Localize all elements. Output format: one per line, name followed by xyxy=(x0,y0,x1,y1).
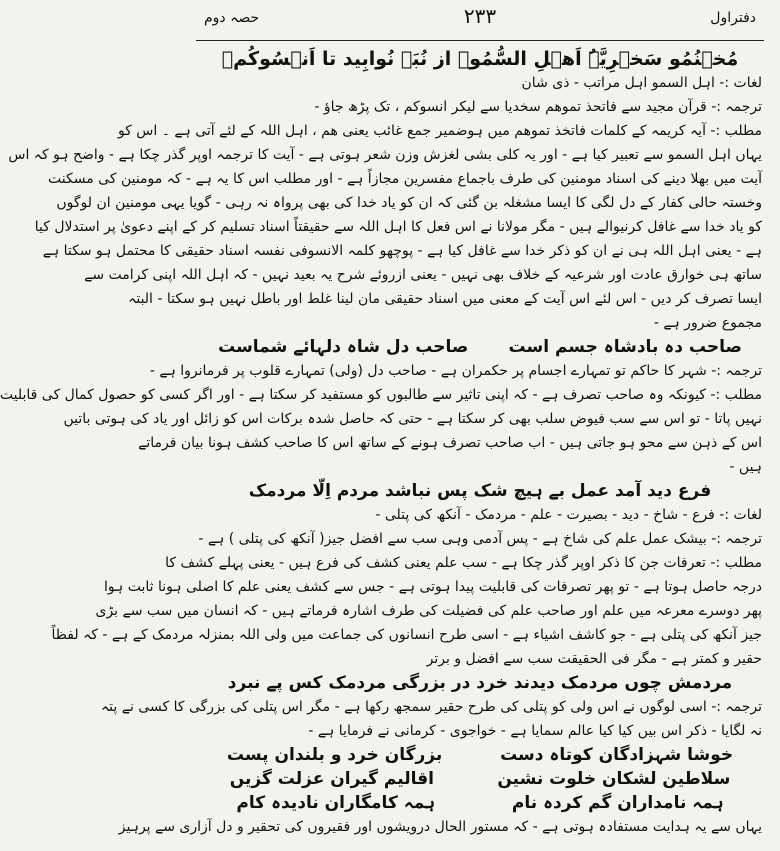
text-line: یہاں سے یہ ہدایت مستفادہ ہوتی ہے - کہ مستور الحال درویشوں اور فقیروں کی تحقیر و دل آزاری سے پرہیز xyxy=(118,819,762,835)
text-line: ہمہ نامداران گم کردہ نام ہمہ کامگاران نادیدہ کام xyxy=(236,793,724,813)
text-line: یہاں اہل السمو سے تعبیر کیا ہے - اور یہ کلی بشی لغزش وزن شعر ہوتی ہے - آیت کا ترجمہ اوپر گذر چکا ہے - واضح ہو کہ اس xyxy=(8,147,762,163)
book-title: دفتراول xyxy=(710,10,756,26)
text-line: ترجمہ :- قرآن مجید سے فاتحذ تموھم سخدیا سے لیکر انسوکم ، تک پڑھ جاؤ - xyxy=(314,99,762,115)
text-line: مجموع ضرور ہے - xyxy=(653,315,762,331)
text-line: مطلب :- کیونکہ وہ صاحب تصرف ہے - کہ اپنی تاثیر سے طالبوں کو مستفید کر سکتا ہے - اور اگر کسی کو حصول کمال کی قابلیت xyxy=(0,387,762,403)
text-line: سلاطین لشکان خلوت نشین اقالیم گیران عزلت گزیں xyxy=(229,769,731,789)
text-line: جیز آنکھ کی پتلی ہے - جو کاشف اشیاء ہے - اسی طرح انسانوں کی جماعت میں ولی اللہ بمنزلہ مردمک کے ہے - کہ لفظاً xyxy=(51,627,762,643)
text-line: لغات :- اہل السمو اہل مراتب - ذی شان xyxy=(521,75,762,91)
text-line: وخستہ حالی کفار کے دل لگی کا ایسا مشغلہ بن گئی کہ ان کو یاد خدا کی بھی پرواہ نہ رہی - گویا یہی مومنین ان لوگوں xyxy=(56,195,762,211)
page-number: ۲۳۳ xyxy=(463,4,497,28)
text-line: ہے - یعنی اہل اللہ ہی نے ان کو ذکر خدا سے غافل کیا ہے - پوچھو کلمہ الانسوفی نفسہ اسناد حقیقی کا محتمل ہو سکتا ہے xyxy=(42,243,762,259)
text-line: مطلب :- تعرفات جن کا ذکر اوپر گذر چکا ہے - سب علم یعنی کشف کی فرع ہیں - یعنی پہلے کشف کا xyxy=(165,555,762,571)
text-line: خوشا شہزادگان کوتاہ دست بزرگان خرد و بلندان پست xyxy=(226,745,734,765)
text-line: صاحب دہ بادشاہ جسم است صاحب دل شاہ دلہائے شماست xyxy=(218,337,742,357)
text-line: ترجمہ :- شہر کا حاکم تو تمہارے اجسام پر حکمران ہے - صاحب دل (ولی) تمہارے قلوب پر فرمانروا ہے - xyxy=(149,363,762,379)
text-line: لغات :- فرع - شاخ - دید - بصیرت - علم - مردمک - آنکھ کی پتلی - xyxy=(375,507,762,523)
text-line: مردمش چوں مردمک دیدند خرد در بزرگی مردمک کس پے نبرد xyxy=(227,673,733,693)
text-line: نہیں پاتا - تو اس سے سب فیوض سلب بھی کر سکتا ہے - حتی کہ حاصل شدہ برکات اس کو زائل اور یاد کی ہوتی باتیں xyxy=(63,411,762,427)
text-line: مطلب :- آیہ کریمہ کے کلمات فاتخذ تموھم میں ہوضمیر جمع غائب یعنی ھم ، اہل اللہ کے لئے آتی ہے ۔ اس کو xyxy=(117,123,762,139)
text-line: آیت میں بھلا دینے کی اسناد مومنین کی طرف باجماع مفسرین مجازاً ہے - اور مطلب اس کا یہ ہے - کہ مومنین کی مسکنت xyxy=(48,171,762,187)
text-line: نہ لگایا - ذکر اس بیں کیا کیا عالم سمایا ہے - خواجوی - کرمانی نے فرمایا ہے - xyxy=(308,723,762,739)
text-line: ترجمہ :- بیشک عمل علم کی شاخ ہے - پس آدمی وہی سب سے افضل جیز( آنکھ کی پتلی ) ہے - xyxy=(198,531,762,547)
page-header xyxy=(196,0,764,41)
text-line: کو یاد خدا سے غافل کرنیوالے ہیں - مگر مولانا نے اس فعل کا اہل اللہ سے حقیقتاً اسناد تسلیم کر کے اپنے دعویٰ پر استدلال کیا xyxy=(34,219,762,235)
text-line: حقیر و کمتر ہے - مگر فی الحقیقت سب سے افضل و برتر xyxy=(426,651,762,667)
text-line: پھر دوسرے معرعہ میں علم اور صاحب علم کی فضیلت کی طرف اشارہ فرماتے ہیں - کہ انسان میں سب سے بڑی xyxy=(95,603,762,619)
text-line: ایسا تصرف کر دیں - اس لئے اس آیت کے معنی میں اسناد حقیقی مان لینا غلط اور باطل نہیں ہو سکتا - البتہ xyxy=(128,291,762,307)
text-line: فرع دید آمد عمل بے ہیچ شک پس نباشد مردم اِلّا مردمک xyxy=(248,481,712,501)
text-line: ترجمہ :- اسی لوگوں نے اس ولی کو پتلی کی طرح حقیر سمجھ رکھا ہے - مگر اس پتلی کی بزرگی کا کسی نے پتہ xyxy=(100,699,762,715)
text-line: ہیں - xyxy=(729,459,762,475)
text-line: اس کے ذہن سے محو ہو جاتی ہیں - اب صاحب تصرف ہونے کے ساتھ اس کا صاحب کشف ہونا بیان فرماتے xyxy=(138,435,762,451)
text-line: درجہ حاصل ہوتا ہے - تو پھر تصرفات کی قابلیت پیدا ہوتی ہے - جس سے کشف یعنی علم کا اصلی ہونا ثابت ہوا xyxy=(103,579,762,595)
section-label: حصہ دوم xyxy=(204,10,260,26)
text-line: ساتھ ہی خوارق عادت اور شرعیہ کے خلاف بھی نہیں - یعنی ازروئے شرح یہ بعید نہیں - کہ اہل اللہ اپنی کرامت سے xyxy=(84,267,762,283)
text-line: مُخۡنُمُو سَخۡرِیَّۃُ اَهۡلِ السُّمُوۡ از نُبَے نُوابِید تا اَنۡسُوکُمۡ xyxy=(221,48,739,70)
